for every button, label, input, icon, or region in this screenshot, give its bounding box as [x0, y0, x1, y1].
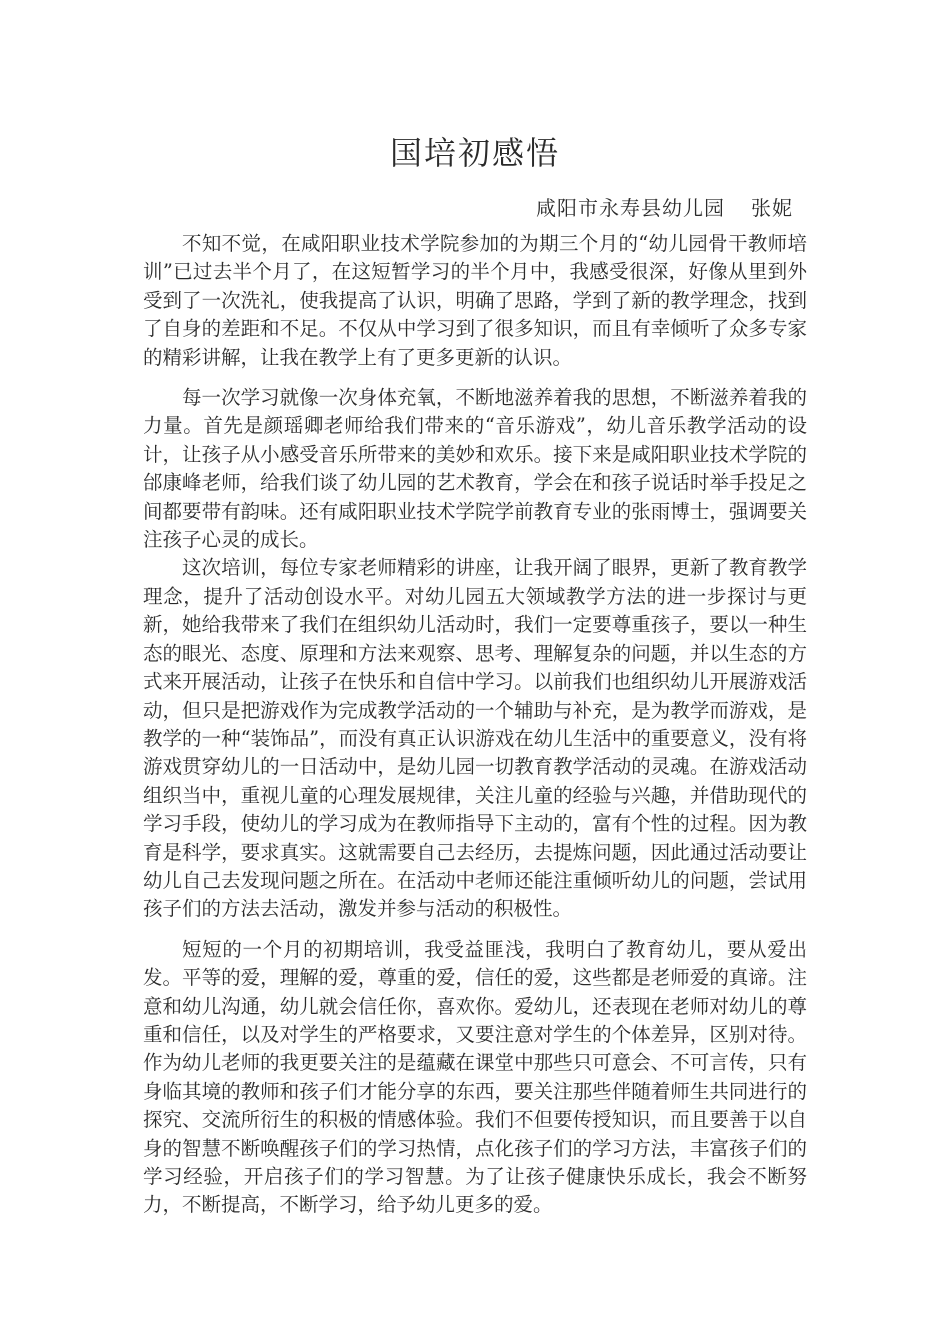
author-line: [536, 192, 793, 221]
paragraph-3: 这次培训，每位专家老师精彩的讲座，让我开阔了眼界，更新了教育教学理念，提升了活动创设水平。对幼儿园五大领域教学方法的进一步探讨与更新，她给我带来了我们在组织幼儿活动时，我们一定要尊重孩子，要以一种生态的眼光、态度、原理和方法来观察、思考、理解复杂的问题，并以生态的方式来开展活动，让孩子在快乐和自信中学习。以前我们也组织幼儿开展游戏活动，但只是把游戏作为完成教学活动的一个辅助与补充，是为教学而游戏，是教学的一种“装饰品”，而没有真正认识游戏在幼儿生活中的重要意义，没有将游戏贯穿幼儿的一日活动中，是幼儿园一切教育教学活动的灵魂。在游戏活动组织当中，重视儿童的心理发展规律，关注儿童的经验与兴趣，并借助现代的学习手段，使幼儿的学习成为在教师指导下主动的，富有个性的过程。因为教育是科学，要求真实。这就需要自己去经历，去提炼问题，因此通过活动要让幼儿自己去发现问题之所在。在活动中老师还能注重倾听幼儿的问题，尝试用孩子们的方法去活动，激发并参与活动的积极性。: [143, 556, 807, 921]
paragraph-2: 每一次学习就像一次身体充氧，不断地滋养着我的思想，不断滋养着我的力量。首先是颜瑶卿老师给我们带来的“音乐游戏”，幼儿音乐教学活动的设计，让孩子从小感受音乐所带来的美妙和欢乐。接下来是咸阳职业技术学院的邰康峰老师，给我们谈了幼儿园的艺术教育，学会在和孩子说话时举手投足之间都要带有韵味。还有咸阳职业技术学院学前教育专业的张雨博士，强调要关注孩子心灵的成长。: [143, 386, 807, 552]
author-name: 张妮: [751, 196, 793, 220]
paragraph-1: 不知不觉，在咸阳职业技术学院参加的为期三个月的“幼儿园骨干教师培训”已过去半个月了，在这短暂学习的半个月中，我感受很深，好像从里到外受到了一次洗礼，使我提高了认识，明确了思路，学到了新的教学理念，找到了自身的差距和不足。不仅从中学习到了很多知识，而且有幸倾听了众多专家的精彩讲解，让我在教学上有了更多更新的认识。: [143, 232, 807, 369]
body-text: [143, 230, 807, 1220]
paragraph-4: 短短的一个月的初期培训，我受益匪浅，我明白了教育幼儿，要从爱出发。平等的爱，理解的爱，尊重的爱，信任的爱，这些都是老师爱的真谛。注意和幼儿沟通，幼儿就会信任你，喜欢你。爱幼儿，还表现在老师对幼儿的尊重和信任，以及对学生的严格要求，又要注意对学生的个体差异，区别对待。作为幼儿老师的我更要关注的是蕴藏在课堂中那些只可意会、不可言传，只有身临其境的教师和孩子们才能分享的东西，要关注那些伴随着师生共同进行的探究、交流所衍生的积极的情感体验。我们不但要传授知识，而且要善于以自身的智慧不断唤醒孩子们的学习热情，点化孩子们的学习方法，丰富孩子们的学习经验，开启孩子们的学习智慧。为了让孩子健康快乐成长，我会不断努力，不断提高，不断学习，给予幼儿更多的爱。: [143, 937, 807, 1217]
page-title: 国培初感悟: [389, 134, 560, 172]
author-organization: 咸阳市永寿县幼儿园: [536, 196, 725, 220]
